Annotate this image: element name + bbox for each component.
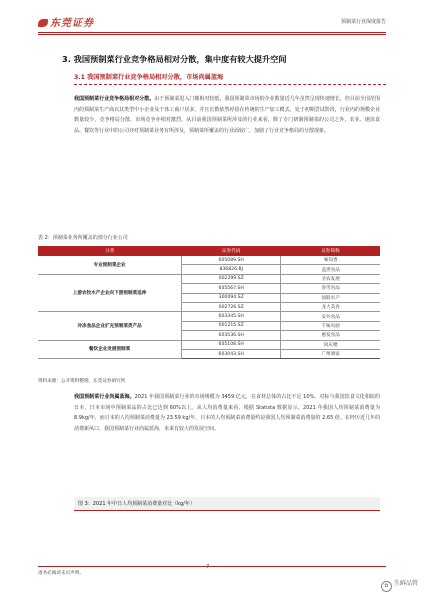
name-cell: 春雪食品 [281,284,380,293]
footer-rule [38,566,386,567]
paragraph-body: 由于预制菜进入门槛相对较低，我国预制菜市场的企业数量近几年虽然呈现快速增长，但目前全国范围内的预制菜生产商以其类型中小企业及个体工商户居多，并且长数依然停留在传统的生产加工模式，处于初期尝试阶段，行业内的规模企业数量较少，竞争格局分散。市场竞争亦相对激烈。从目前我国预制菜所涉及的行业来看，除了专门研制预制菜的公司之外，农业、速冻食品、餐饮等行业中的公司亦对预制菜业务有所涉及，预制菜所覆盖的行业面较广，加剧了行业竞争格局的分散现象。 [74,96,380,134]
paragraph-blue-ocean [74,392,380,434]
subsection-rule [74,84,386,85]
name-cell: 千味央厨 [281,321,380,330]
paragraph-lead: 我国预制菜行业竞争格局相对分散。 [74,96,155,102]
table-header-row [38,246,380,256]
code-cell: 603536.SH [182,331,281,340]
column-header: 分类 [38,246,182,256]
paragraph-lead: 我国预制菜行业尚属蓝海。 [74,394,135,400]
name-cell: 圣农发展 [281,274,380,283]
page-header [38,14,386,32]
name-cell: 惠发食品 [281,331,380,340]
column-header: 证券代码 [182,246,281,256]
footer-disclaimer: 请务必阅读末页声明。 [38,571,84,576]
category-cell: 上游农牧水产企业向下游预制菜延伸 [38,274,182,312]
code-cell: 605567.SH [182,284,281,293]
column-header: 证券简称 [281,246,380,256]
subsection-title: 3.1 我国预制菜行业竞争格局相对分散，市场尚属蓝海 [74,74,224,81]
code-cell: 002726.SZ [182,302,281,311]
logo-text: 东莞证券 [50,18,94,29]
watermark [381,578,418,592]
name-cell: 味知香 [281,256,380,265]
name-cell: 盖世食品 [281,265,380,274]
paragraph-competition [74,94,380,136]
code-cell: 836826.BJ [182,265,281,274]
header-rule-thin [38,34,386,35]
name-cell: 同庆楼 [281,340,380,349]
code-cell: 001215.SZ [182,321,281,330]
header-rule [38,32,386,33]
code-cell: 603043.SH [182,349,281,358]
page-number: 7 [206,564,210,570]
table-row [38,340,380,349]
name-cell: 龙大美食 [281,302,380,311]
table-row [38,256,380,265]
code-cell: 605089.SH [182,256,281,265]
code-cell: 603345.SH [182,312,281,321]
table-source: 资料来源：公开资料整理，东莞证券研究所 [38,379,126,384]
table-row [38,312,380,321]
category-cell: 餐饮企业发展预制菜 [38,340,182,359]
company-table [38,246,380,359]
code-cell: 605108.SH [182,340,281,349]
table-row [38,274,380,283]
section-title: 3. 我国预制菜行业竞争格局相对分散，集中度有较大提升空间 [62,54,287,64]
table-caption: 表 2：预制菜业务所覆盖的部分行业公司 [38,235,128,241]
chat-bubble-icon: ✿ [381,581,392,592]
name-cell: 广州酒家 [281,349,380,358]
category-cell: 冷冻食品企业扩充预制菜类产品 [38,312,182,340]
category-cell: 专业预制菜企业 [38,256,182,274]
figure-caption: 图 3：2021 年中日人均预制菜消费量对比（kg/年） [74,497,380,511]
code-cell: 300094.SZ [182,293,281,302]
report-type: 预制菜行业深度报告 [340,19,386,25]
name-cell: 国联水产 [281,293,380,302]
name-cell: 安井食品 [281,312,380,321]
paragraph-body: 2021 年我国预制菜行业的市场规模为 3459 亿元，在食材总体的占比不足 10%。对标与我国饮食文化相似的日本，日本市场中预制菜品的占比已达到 60%以上。从人均消费量来看，根据 Statista 数据显示，2021 年我国人均预制菜消费量为 8.9kg/年，而日本的人均预制菜消费量为 23.59 kg/年，日本的人均预制菜消费量约是我国人均预制菜消费量的 2.65 倍。在经历近几年的消费新风口，我国预制菜行业尚属蓝海，未来有较大的发展空间。 [74,394,380,432]
code-cell: 002299.SZ [182,274,281,283]
logo-mark-icon [38,19,48,27]
company-logo [38,14,94,29]
watermark-text: 生鲜品管 [393,580,418,587]
